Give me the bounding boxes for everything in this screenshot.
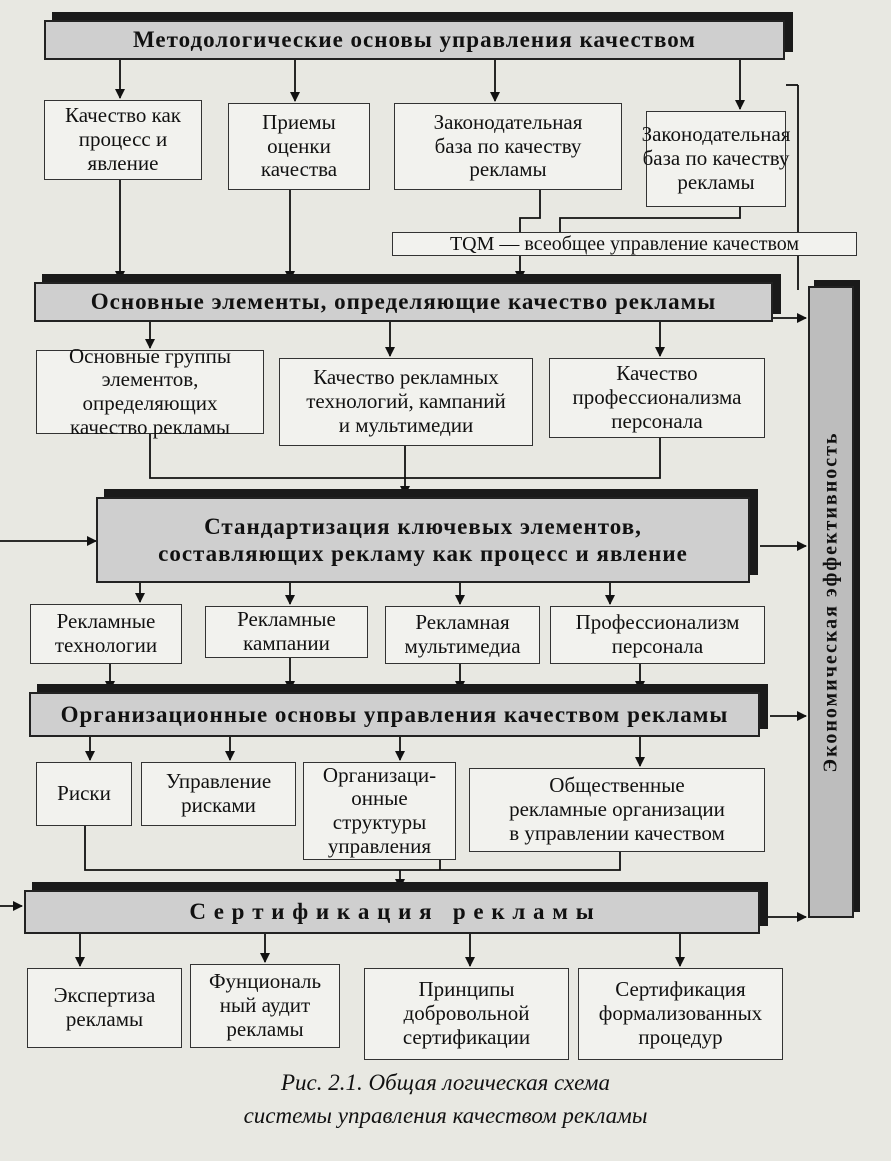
box-personnel-quality: Качество профессионализма персонала bbox=[549, 358, 765, 438]
box-risk-management: Управление рисками bbox=[141, 762, 296, 826]
box-quality-process: Качество как процесс и явление bbox=[44, 100, 202, 180]
box-ad-campaigns: Рекламные кампании bbox=[205, 606, 368, 658]
box-legislative-base-1: Законодательная база по качеству рекламы bbox=[394, 103, 622, 190]
bar-methodological-foundations: Методологические основы управления качеством bbox=[44, 20, 785, 60]
box-tqm: TQM — всеобщее управление качеством bbox=[392, 232, 857, 256]
box-element-groups: Основные группы элементов, определяющих качество рекламы bbox=[36, 350, 264, 434]
box-technology-quality: Качество рекламных технологий, кампаний и мультимедии bbox=[279, 358, 533, 446]
box-assessment-methods: Приемы оценки качества bbox=[228, 103, 370, 190]
bar-certification: С е р т и ф и к а ц и я р е к л а м ы bbox=[24, 890, 760, 934]
box-expertise: Экспертиза рекламы bbox=[27, 968, 182, 1048]
figure-caption-line1: Рис. 2.1. Общая логическая схема bbox=[281, 1070, 610, 1095]
box-formalized-procedures: Сертификация формализованных процедур bbox=[578, 968, 783, 1060]
bar-standardization: Стандартизация ключевых элементов, составляющих рекламу как процесс и явление bbox=[96, 497, 750, 583]
box-ad-multimedia: Рекламная мультимедиа bbox=[385, 606, 540, 664]
box-public-organizations: Общественные рекламные организации в управлении качеством bbox=[469, 768, 765, 852]
figure-caption-line2: системы управления качеством рекламы bbox=[243, 1103, 648, 1128]
bar-organizational-foundations: Организационные основы управления качеством рекламы bbox=[29, 692, 760, 737]
box-functional-audit: Фунциональ ный аудит рекламы bbox=[190, 964, 340, 1048]
box-legislative-base-2: Законодательная база по качеству рекламы bbox=[646, 111, 786, 207]
box-org-structures: Организаци- онные структуры управления bbox=[303, 762, 456, 860]
sidebar-label: Экономическая эффективность bbox=[819, 431, 842, 773]
sidebar-economic-efficiency bbox=[808, 286, 854, 918]
bar-main-elements: Основные элементы, определяющие качество рекламы bbox=[34, 282, 773, 322]
box-risks: Риски bbox=[36, 762, 132, 826]
box-voluntary-certification: Принципы добровольной сертификации bbox=[364, 968, 569, 1060]
box-ad-technologies: Рекламные технологии bbox=[30, 604, 182, 664]
box-professionalism: Профессионализм персонала bbox=[550, 606, 765, 664]
